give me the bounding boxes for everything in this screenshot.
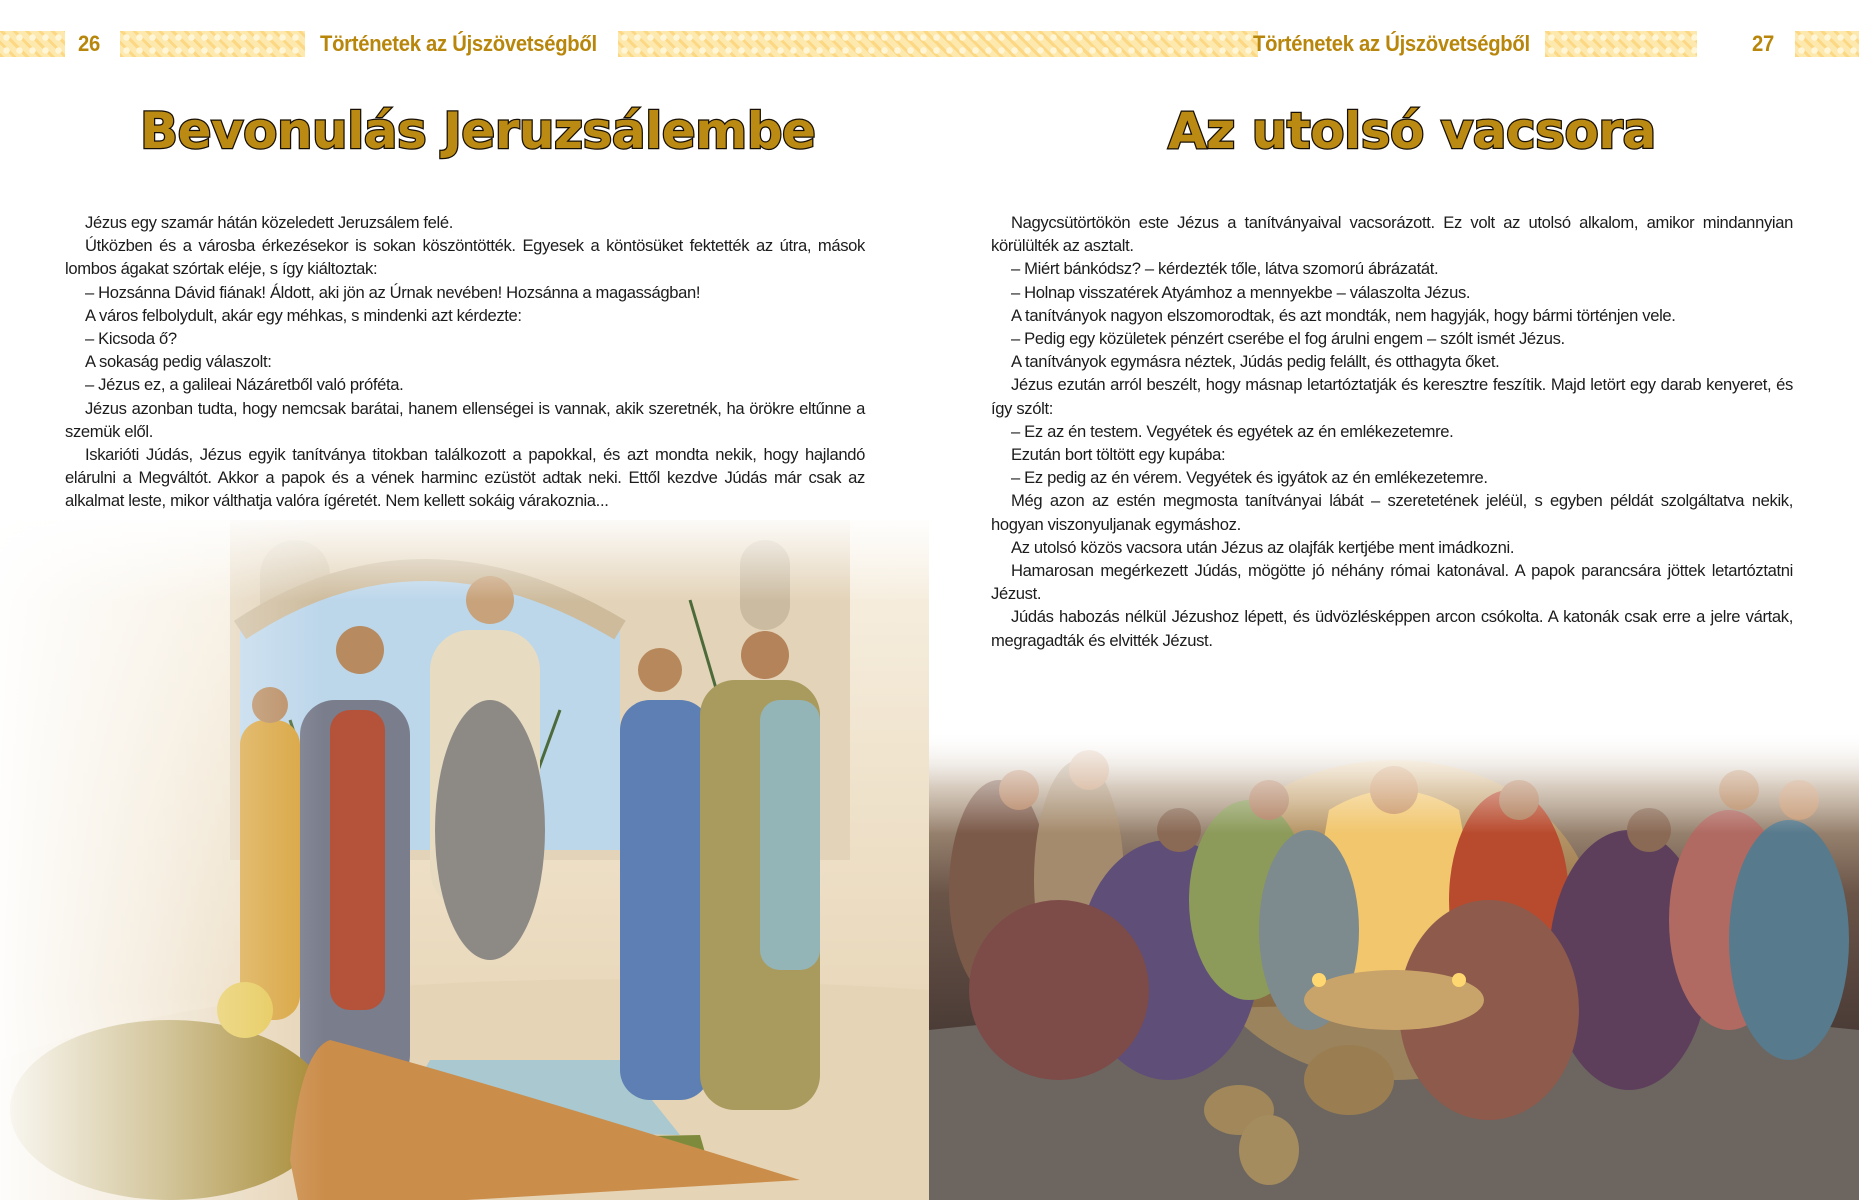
paragraph: Még azon az estén megmosta tanítványai lábát – szeretetének jeléül, s egyben példát szolgáltatva nekik, hogyan viszonyuljanak egymáshoz.	[991, 491, 1793, 534]
paragraph: – Ez az én testem. Vegyétek és egyétek az én emlékezetemre.	[1011, 421, 1454, 441]
paragraph: Ezután bort töltött egy kupába:	[1011, 445, 1226, 465]
paragraph: Jézus azonban tudta, hogy nemcsak barátai, hanem ellenségei is vannak, akik szeretnék, ha örökre eltűnne a szemük elől.	[65, 398, 865, 441]
paragraph: Hamarosan megérkezett Júdás, mögötte jó néhány római katonával. A papok parancsára jöttek letartóztatni Jézust.	[991, 561, 1793, 604]
paragraph: – Kicsoda ő?	[85, 329, 177, 349]
header-pattern-strip	[1795, 31, 1859, 57]
running-head-left: Történetek az Újszövetségből	[320, 31, 597, 56]
illustration-entry-into-jerusalem	[0, 520, 929, 1200]
paragraph: Jézus egy szamár hátán közeledett Jeruzsálem felé.	[85, 213, 454, 232]
paragraph: A tanítványok egymásra néztek, Júdás pedig felállt, és otthagyta őket.	[1011, 352, 1500, 372]
paragraph: – Miért bánkódsz? – kérdezték tőle, látva szomorú ábrázatát.	[1011, 259, 1439, 279]
paragraph: – Ez pedig az én vérem. Vegyétek és igyátok az én emlékezetemre.	[1011, 468, 1488, 488]
illustration-fade	[0, 520, 929, 1200]
paragraph: – Jézus ez, a galileai Názáretből való próféta.	[85, 375, 404, 395]
left-page-body	[65, 211, 865, 513]
paragraph: A város felbolydult, akár egy méhkas, s mindenki azt kérdezte:	[85, 305, 522, 325]
page-number-right: 27	[1752, 31, 1774, 56]
page-title-right: Az utolsó vacsora	[1168, 102, 1656, 160]
right-page-body	[991, 211, 1793, 652]
page-number-left: 26	[78, 31, 100, 56]
paragraph: Az utolsó közös vacsora után Jézus az olajfák kertjébe ment imádkozni.	[1011, 537, 1515, 557]
paragraph: Útközben és a városba érkezésekor is sokan köszöntötték. Egyesek a köntösüket fektették az útra, mások lombos ágakat szórtak eléje, s így kiáltoztak:	[65, 236, 865, 279]
page-title-left: Bevonulás Jeruzsálembe	[140, 102, 816, 160]
paragraph: A sokaság pedig válaszolt:	[85, 352, 272, 372]
illustration-fade	[929, 730, 1859, 1200]
header-pattern-strip	[0, 31, 65, 57]
header-pattern-strip	[618, 31, 1258, 57]
paragraph: Jézus ezután arról beszélt, hogy másnap letartóztatják és keresztre feszítik. Majd letört egy darab kenyeret, és így szólt:	[991, 375, 1793, 418]
paragraph: A tanítványok nagyon elszomorodtak, és azt mondták, nem hagyják, hogy bármi történjen vele.	[1011, 305, 1676, 325]
header-pattern-strip	[120, 31, 305, 57]
illustration-last-supper	[929, 730, 1859, 1200]
paragraph: – Hozsánna Dávid fiának! Áldott, aki jön az Úrnak nevében! Hozsánna a magasságban!	[85, 282, 701, 302]
running-head-right: Történetek az Újszövetségből	[1253, 31, 1530, 56]
paragraph: Júdás habozás nélkül Jézushoz lépett, és üdvözlésképpen arcon csókolta. A katonák csak erre a jelre vártak, megragadták és elvitték Jézust.	[991, 607, 1793, 650]
paragraph: – Pedig egy közületek pénzért cserébe el fog árulni engem – szólt ismét Jézus.	[1011, 329, 1565, 349]
paragraph: – Holnap visszatérek Atyámhoz a mennyekbe – válaszolta Jézus.	[1011, 282, 1471, 302]
paragraph: Iskarióti Júdás, Jézus egyik tanítványa titokban találkozott a papokkal, és azt mondta nekik, hogy hajlandó elárulni a Megváltót. Akkor a papok és a vének harminc ezüstöt adtak neki. Ettől kezdve Júdás már csak az alkalmat leste, mikor válthatja valóra ígéretét. Nem kellett sokáig várakoznia...	[65, 445, 865, 511]
header-pattern-strip	[1545, 31, 1697, 57]
paragraph: Nagycsütörtökön este Jézus a tanítványaival vacsorázott. Ez volt az utolsó alkalom, amikor mindannyian körülülték az asztalt.	[991, 213, 1793, 256]
